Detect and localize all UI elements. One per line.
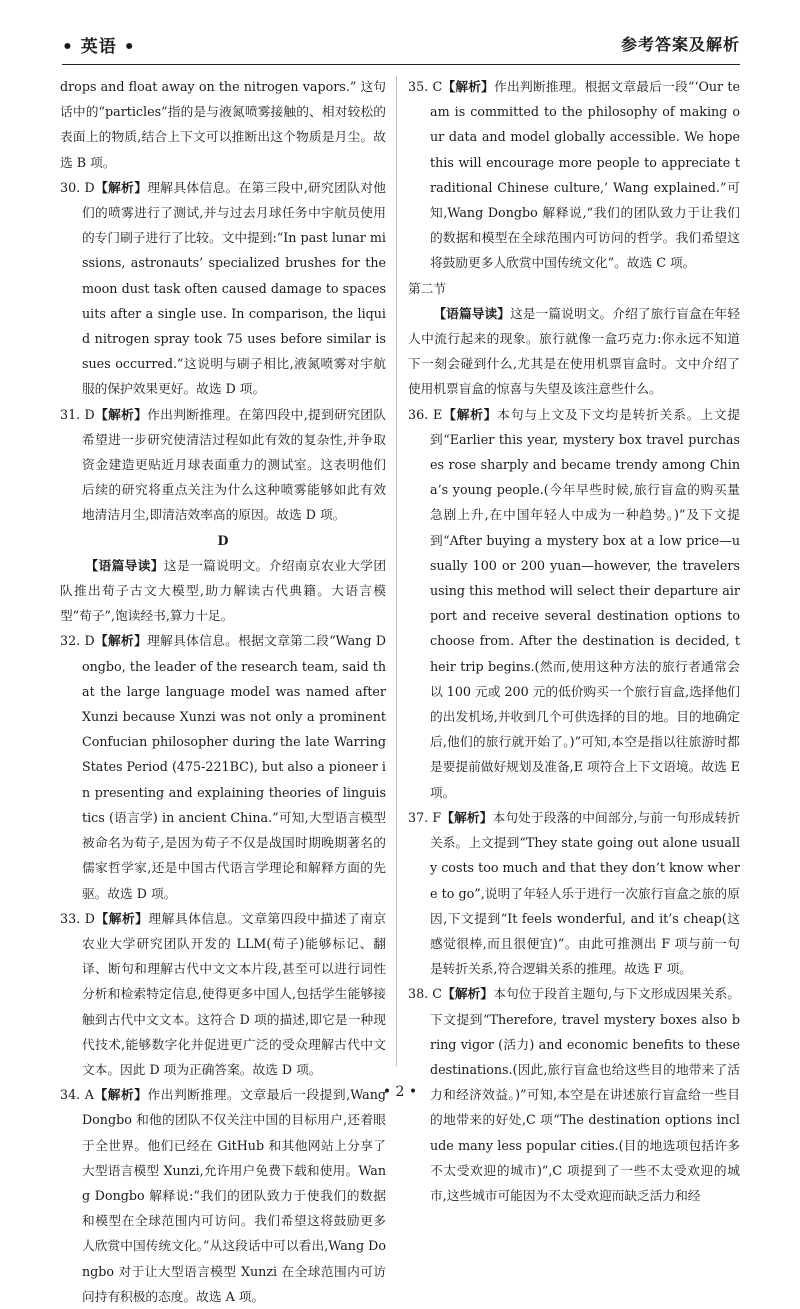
- page-header: [62, 30, 740, 65]
- analysis-tag: 【解析】: [94, 179, 148, 195]
- analysis-tag: 【解析】: [441, 809, 493, 825]
- analysis-tag: 【解析】: [442, 406, 498, 422]
- section-heading-2: 第二节: [408, 280, 447, 296]
- guide-text: 这是一篇说明文。介绍了旅行盲盒在年轻人中流行起来的现象。旅行就像一盒巧克力:你永远不知道下一刻会碰到什么,尤其是在使用机票盲盒时。文中介绍了使用机票盲盒的惊喜与失望及该注意些什么。: [408, 305, 741, 397]
- answer-text: 作出判断推理。文章最后一段提到,Wang Dongbo 和他的团队不仅关注中国的目标用户,还着眼于全世界。他们已经在 GitHub 和其他网站上分享了大型语言模型 Xunzi,允许用户免费下载和使用。Wang Dongbo 解释说:“我们的团队致力于使我们的数据和模型在全球范围内可访问。我们希望这将鼓励更多人欣赏中国传统文化。”从这段话中可以看出,Wang Dongbo 对于让大型语言模型 Xunzi 在全球范围内可访问持有积极的态度。故选 A 项。: [82, 1087, 387, 1304]
- answer-text: 理解具体信息。文章第四段中描述了南京农业大学研究团队开发的 LLM(荀子)能够标记、翻译、断句和理解古代中文文本片段,甚至可以进行词性分析和检索特定信息,使得更多中国人,包括学生能够接触到古代中文文本。这符合 D 项的描述,即它是一种现代技术,能够数字化并促进更广泛的受众理解古代中文文本。因此 D 项为正确答案。故选 D 项。: [82, 910, 387, 1077]
- answer-35: [408, 74, 740, 276]
- guide-tag: 【语篇导读】: [85, 557, 164, 573]
- answer-34: [60, 1082, 386, 1309]
- section-heading-d: D: [217, 532, 229, 548]
- answer-number: 36. E: [408, 406, 443, 422]
- answer-text: 理解具体信息。在第三段中,研究团队对他们的喷雾进行了测试,并与过去月球任务中宇航员使用的专门刷子进行了比较。文中提到:“In past lunar missions, astronauts’ specialized brushes for the moon dust task often caused damage to spacesuits after a single use. In comparison, the liquid nitrogen spray took 75 uses before similar issues occurred.”这说明与刷子相比,液氮喷雾对宇航服的保护效果更好。故选 D 项。: [82, 179, 386, 397]
- answer-33: [60, 906, 386, 1082]
- answer-37: [408, 805, 740, 981]
- analysis-tag: 【解析】: [94, 633, 148, 649]
- analysis-tag: 【解析】: [94, 910, 149, 926]
- right-column: [408, 74, 740, 1208]
- answer-number: 37. F: [408, 809, 442, 825]
- answer-number: 33. D: [60, 910, 95, 926]
- passage-guide: [408, 301, 740, 402]
- answer-32: [60, 628, 386, 905]
- answer-31: [60, 402, 386, 528]
- answer-text: 本句处于段落的中间部分,与前一句形成转折关系。上文提到“They state going out alone usually costs too much and that they don’t know where to go”,说明了年轻人乐于进行一次旅行盲盒之旅的原因,下文提到“It feels wonderful, and it’s cheap(这感觉很棒,而且很便宜)”。由此可推测出 F 项与前一句是转折关系,符合逻辑关系的推理。故选 F 项。: [430, 809, 740, 977]
- analysis-tag: 【解析】: [442, 79, 495, 94]
- header-title: 参考答案及解析: [620, 35, 740, 54]
- column-divider: [396, 76, 397, 1066]
- analysis-tag: 【解析】: [94, 406, 148, 422]
- answer-text: 本句与上文及下文均是转折关系。上文提到“Earlier this year, mystery box travel purchases rose sharply and became trendy among China’s young people.(今年早些时候,旅行盲盒的购买量急剧上升,在中国年轻人中成为一种趋势。)”及下文提到“After buying a mystery box at a low price—usually 100 or 200 yuan—however, the travelers using this method will select their departure airport and receive several destination options to choose from. After the destination is decided, their trip begins.(然而,使用这种方法的旅行者通常会以 100 元或 200 元的低价购买一个旅行盲盒,选择他们的出发机场,并收到几个可供选择的目的地。目的地确定后,他们的旅行就开始了。)”可知,本空是指以往旅游时都是要提前做好规划及准备,E 项符合上下文语境。故选 E 项。: [430, 406, 741, 800]
- paragraph-continuation: drops and float away on the nitrogen vapors.” 这句话中的“particles”指的是与液氮喷雾接触的、相对较松的表面上的物质,结合上下文可以推断出这个物质是月尘。故选 B 项。: [60, 79, 386, 170]
- answer-text: 作出判断推理。在第四段中,提到研究团队希望进一步研究使清洁过程如此有效的复杂性,并争取资金建造更贴近月球表面重力的测试室。这表明他们后续的研究将重点关注为什么这种喷雾能够如此有效地清洁月尘,即清洁效率高的原因。故选 D 项。: [82, 406, 386, 523]
- answer-30: [60, 175, 386, 402]
- answer-text: 本句位于段首主题句,与下文形成因果关系。下文提到“Therefore, travel mystery boxes also bring vigor (活力) and economic benefits to these destinations.(因此,旅行盲盒也给这些目的地带来了活力和经济效益。)”可知,本空是在讲述旅行盲盒给一些目的地带来的好处,C 项“The destination options include many less popular cities.(目的地选项包括许多不太受欢迎的城市)”,C 项提到了一些不太受欢迎的城市,这些城市可能因为不太受欢迎而缺乏活力和经: [430, 986, 740, 1203]
- answer-text: 作出判断推理。根据文章最后一段“‘Our team is committed to the philosophy of making our data and model globally accessible. We hope this will encourage more people to appreciate traditional Chinese culture,’ Wang explained.”可知,Wang Dongbo 解释说,“我们的团队致力于让我们的数据和模型在全球范围内可访问的哲学。我们希望这将鼓励更多人欣赏中国传统文化”。故选 C 项。: [430, 79, 740, 271]
- guide-text: 这是一篇说明文。介绍南京农业大学团队推出荀子古文大模型,助力解读古代典籍。大语言模型“荀子”,饱读经书,算力十足。: [60, 557, 387, 624]
- passage-guide: [60, 553, 386, 629]
- left-column: [60, 74, 386, 1309]
- answer-number: 30. D: [60, 179, 95, 195]
- subject-label: • 英语 •: [62, 37, 136, 57]
- guide-tag: 【语篇导读】: [433, 305, 511, 321]
- analysis-tag: 【解析】: [93, 1087, 148, 1103]
- answer-number: 35. C: [408, 79, 443, 94]
- page-number: • 2 •: [382, 1084, 418, 1100]
- answer-number: 31. D: [60, 406, 95, 422]
- answer-number: 38. C: [408, 986, 443, 1002]
- answer-text: 理解具体信息。根据文章第二段“Wang Dongbo, the leader of the research team, said that the large language model was named after Xunzi because Xunzi was not only a prominent Confucian philosopher during the late Warring States Period (475-221BC), but also a pioneer in presenting and explaining theories of linguistics (语言学) in ancient China.”可知,大型语言模型被命名为荀子,是因为荀子不仅是战国时期晚期著名的儒家哲学家,还是中国古代语言学理论和解释方面的先驱。故选 D 项。: [82, 633, 386, 901]
- analysis-tag: 【解析】: [442, 986, 494, 1002]
- answer-number: 34. A: [60, 1087, 94, 1103]
- answer-36: [408, 402, 740, 805]
- answer-number: 32. D: [60, 633, 95, 649]
